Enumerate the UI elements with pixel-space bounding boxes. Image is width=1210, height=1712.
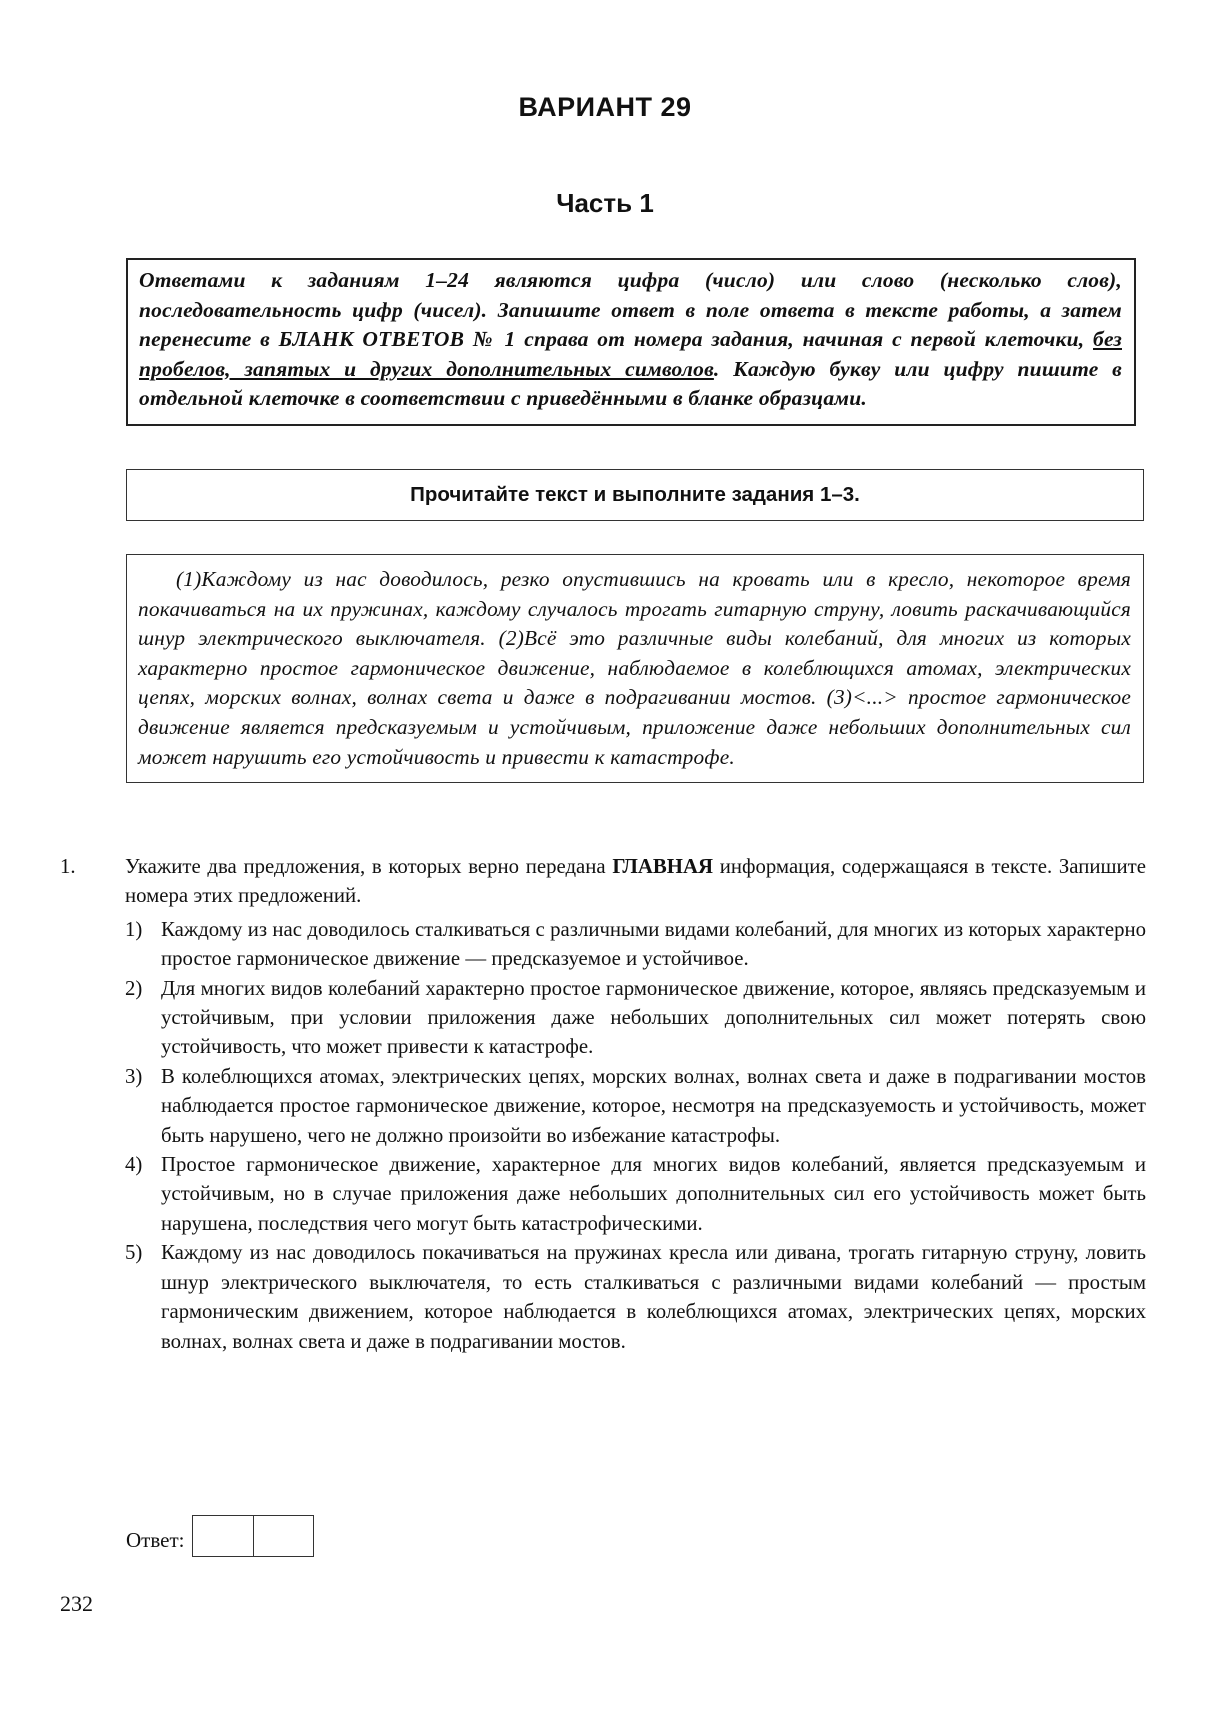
option-text: Каждому из нас доводилось покачиваться на пружинах кресла или дивана, трогать гитарную струну, ловить шнур электрического выключателя, то есть сталкиваться с различными видами колебаний — простым гармоническим движением, которое наблюдается в колеблющихся атомах, электрических цепях, морских волнах, волнах света и даже в подрагивании мостов.: [161, 1241, 1146, 1353]
answer-cell-2[interactable]: [253, 1516, 313, 1556]
option-text: Для многих видов колебаний характерно простое гармоническое движение, которое, являясь предсказуемым и устойчивым, при условии приложения даже небольших дополнительных сил может потерять свою устойчивость, что может привести к катастрофе.: [161, 976, 1146, 1059]
variant-title: ВАРИАНТ 29: [518, 92, 692, 122]
answer-field: [126, 1515, 314, 1557]
option-text: Каждому из нас доводилось сталкиваться с различными видами колебаний, для многих из которых характерно простое гармоническое движение — предсказуемое и устойчивое.: [161, 917, 1146, 971]
option-number: 2): [125, 976, 143, 1000]
instructions-box: [126, 258, 1136, 426]
answer-option-4: [125, 1150, 1146, 1238]
answer-option-5: [125, 1238, 1146, 1356]
passage-text: (1)Каждому из нас доводилось, резко опустившись на кровать или в кресло, некоторое время покачиваться на их пружинах, каждому случалось трогать гитарную струну, ловить раскачивающийся шнур электрического выключателя. (2)Всё это различные виды колебаний, для многих из которых характерно простое гармоническое движение, наблюдаемое в колеблющихся атомах, электрических цепях, морских волнах, волнах света и даже в подрагивании мостов. (3)<...> простое гармоническое движение является предсказуемым и устойчивым, приложение даже небольших дополнительных сил может нарушить его устойчивость и привести к катастрофе.: [138, 567, 1131, 769]
answer-cell-1[interactable]: [193, 1516, 253, 1556]
answer-option-1: [125, 915, 1146, 974]
option-number: 1): [125, 917, 143, 941]
instructions-text-end: . Каждую букву или цифру пишите в отдельной клеточке в соответствии с приведёнными в бланке образцами.: [139, 356, 1122, 410]
question-text-bold: ГЛАВНАЯ: [612, 855, 714, 878]
question-text: [125, 852, 1146, 911]
option-number: 4): [125, 1153, 143, 1177]
question-number: 1.: [60, 855, 76, 878]
option-number: 3): [125, 1064, 143, 1088]
instructions-text: Ответами к заданиям 1–24 являются цифра (число) или слово (несколько слов), последовательность цифр (чисел). Запишите ответ в поле ответа в тексте работы, а затем перенесите в БЛАНК ОТВЕТОВ № 1 справа от номера задания, начиная с первой клеточки,: [139, 268, 1122, 351]
part-title: Часть 1: [556, 188, 654, 218]
task-header-text: Прочитайте текст и выполните задания 1–3.: [410, 483, 860, 506]
answer-option-2: [125, 974, 1146, 1062]
reading-passage: [126, 554, 1144, 783]
answer-option-3: [125, 1062, 1146, 1150]
answer-options: [125, 915, 1146, 1356]
option-text: Простое гармоническое движение, характерное для многих видов колебаний, является предсказуемым и устойчивым, но в случае приложения даже небольших дополнительных сил его устойчивость может быть нарушена, последствия чего могут быть катастрофическими.: [161, 1153, 1146, 1235]
page-number: 232: [60, 1591, 93, 1616]
question-text-end: информация, содержащаяся в тексте. Запишите номера этих предложений.: [125, 855, 1146, 908]
question-text-start: Укажите два предложения, в которых верно передана: [125, 855, 613, 878]
option-number: 5): [125, 1241, 143, 1265]
answer-cells: [192, 1515, 314, 1557]
answer-label: Ответ:: [126, 1528, 185, 1552]
question-1: [60, 852, 1146, 1356]
instructions-underlined-text: без пробелов, запятых и других дополнительных символов: [139, 327, 1122, 381]
option-text: В колеблющихся атомах, электрических цепях, морских волнах, волнах света и даже в подрагивании мостов наблюдается простое гармоническое движение, которое, несмотря на предсказуемость и устойчивость, может быть нарушено, чего не должно произойти во избежание катастрофы.: [161, 1064, 1146, 1147]
task-header-box: [126, 469, 1144, 521]
